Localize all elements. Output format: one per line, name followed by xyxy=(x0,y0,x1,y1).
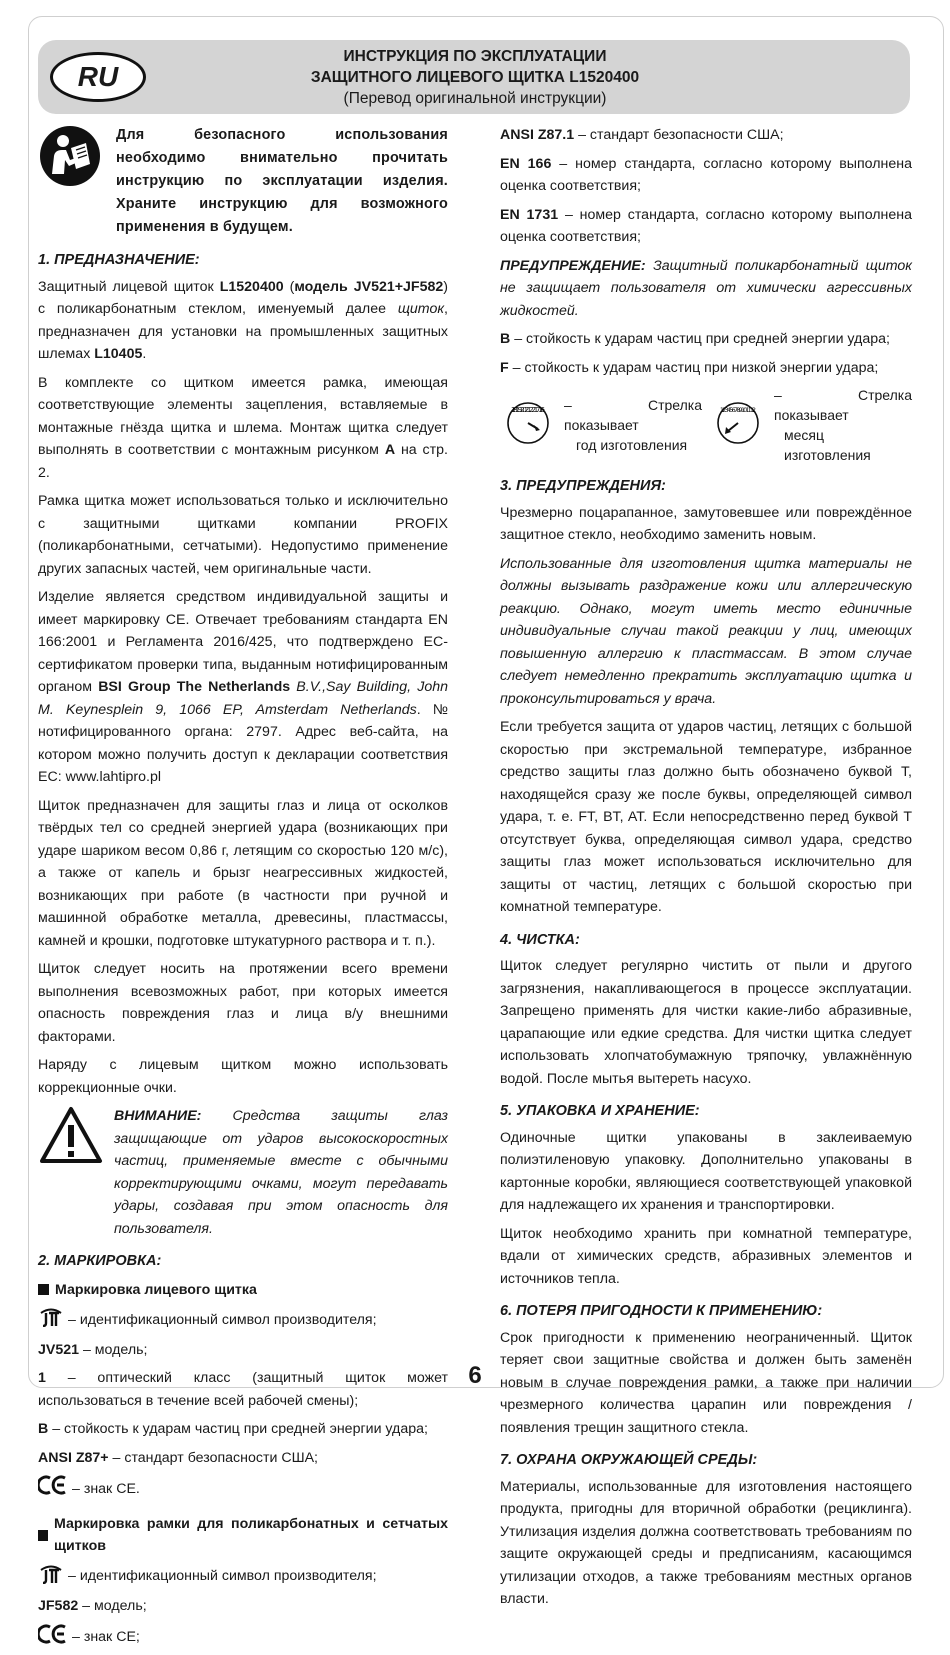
year-dial-numbers: 18 19 20 21 22 17 16 xyxy=(511,405,545,414)
sec6-paragraph-1: Срок пригодности к применению неограниченный. Щиток теряет свои защитные свойства и должен быть заменён новым в случае повреждения рамки, а также при наличии чрезмерного количества царапин или повреждения / появления трещин защитного стекла. xyxy=(500,1329,912,1436)
frame-mark-manufacturer: – идентификационный символ производителя; xyxy=(38,1562,448,1592)
mark-manufacturer: – идентификационный символ производителя; xyxy=(38,1305,448,1335)
section-1-heading: 1. ПРЕДНАЗНАЧЕНИЕ: xyxy=(38,252,200,268)
sec5-paragraph-2: Щиток необходимо хранить при комнатной температуре, вдали от химических средств, абразивных элементов и источников тепла. xyxy=(500,1225,912,1287)
manufacturer-logo-icon xyxy=(38,1305,64,1335)
sec1-paragraph-1: Защитный лицевой щиток L1520400 (модель JV521+JF582) с поликарбонатным стеклом, именуемый далее щиток, предназначен для установки на промышленных защитных шлемах L10405. xyxy=(38,278,448,362)
manufacturer-logo-icon xyxy=(38,1562,64,1592)
section-7-heading: 7. ОХРАНА ОКРУЖАЮЩЕЙ СРЕДЫ: xyxy=(500,1452,758,1468)
mark-f-impact: F – стойкость к ударам частиц при низкой энергии удара; xyxy=(500,359,879,376)
month-dial-numbers: 1 2 3 4 5 6 7 8 9 10 11 12 xyxy=(720,406,756,414)
sec5-paragraph-1: Одиночные щитки упакованы в заклеиваемую полиэтиленовую упаковку. Дополнительно упакованы в картонные коробки, являющиеся соответствующей упаковкой для надлежащего их хранения и транспортировки. xyxy=(500,1129,912,1213)
year-dial-icon xyxy=(500,401,556,450)
frame-mark-model: JF582 – модель; xyxy=(38,1598,147,1614)
read-manual-icon xyxy=(38,124,102,196)
section-2-heading: 2. МАРКИРОВКА: xyxy=(38,1253,162,1269)
intro-text: Для безопасного использования необходимо внимательно прочитать инструкцию по эксплуатации изделия. Храните инструкцию для возможного применения в будущем. xyxy=(116,127,448,235)
mark-optical-class: 1 – оптический класс (защитный щиток может использоваться в течение всей рабочей смены); xyxy=(38,1370,448,1409)
bullet-square-icon xyxy=(38,1530,48,1541)
sec3-paragraph-1: Чрезмерно поцарапанное, замутовевшее или повреждённое защитное стекло, необходимо заменить новым. xyxy=(500,504,912,543)
mark-impact: B – стойкость к ударам частиц при средней энергии удара; xyxy=(38,1421,428,1437)
ce-mark-icon xyxy=(38,1475,68,1503)
sec1-paragraph-3: Рамка щитка может использоваться только и исключительно с защитными щитками компании PROFIX (поликарбонатными, сетчатыми). Недопустимо применение других запасных частей, чем оригинальные части. xyxy=(38,493,448,577)
frame-mark-ce: – знак CE; xyxy=(38,1624,448,1652)
face-shield-marking-heading: Маркировка лицевого щитка xyxy=(38,1279,448,1302)
date-dials xyxy=(500,385,912,465)
sec1-paragraph-5: Щиток предназначен для защиты глаз и лица от осколков твёрдых тел со средней энергией удара (возникающих при ударе шариком весом 0,86 г, летящим со скоростью 120 м/с), а также от капель и брызг неагрессивных жидкостей, возникающих при работе (в частности при ручной и машинной обработке металла, древесины, пластмассы, камней и крошки, подготовке штукатурного раствора и т. п.). xyxy=(38,797,448,949)
intro-block xyxy=(38,124,448,239)
sec1-paragraph-7: Наряду с лицевым щитком можно использовать коррекционные очки. xyxy=(38,1057,448,1096)
title-line-1: ИНСТРУКЦИЯ ПО ЭКСПЛУАТАЦИИ xyxy=(343,48,607,65)
month-dial-caption: – Стрелка показывает месяц изготовления xyxy=(774,387,912,463)
mark-ce: – знак CE. xyxy=(38,1475,448,1503)
sec1-paragraph-6: Щиток следует носить на протяжении всего времени выполнения всевозможных работ, при которых имеется опасность повреждения глаз и лица в/у внешними факторами. xyxy=(38,961,448,1045)
left-column xyxy=(38,124,448,1655)
sec1-paragraph-2: В комплекте со щитком имеется рамка, имеющая соответствующие элементы зацепления, вставляемые в монтажные гнёзда щитка и шлема. Монтаж щитка следует выполнять в соответствии с монтажным рисунком A на стр. 2. xyxy=(38,374,448,481)
mark-en1731: EN 1731 – номер стандарта, согласно которому выполнена оценка соответствия; xyxy=(500,206,912,245)
warning-block xyxy=(38,1105,448,1240)
title-line-2: ЗАЩИТНОГО ЛИЦЕВОГО ЩИТКА L1520400 xyxy=(310,69,640,86)
sec3-paragraph-2: Использованные для изготовления щитка материалы не должны вызывать раздражение кожи или аллергическую реакцию. Однако, могут иметь место единичные индивидуальные случаи такой реакции у лиц, имеющих повышенную аллергию к пластмассам. В этом случае следует немедленно прекратить эксплуатацию щитка и проконсультироваться у врача. xyxy=(500,555,912,707)
sec3-paragraph-3: Если требуется защита от ударов частиц, летящих с большой скоростью при экстремальной температуре, избранное средство защиты глаз должно быть обозначено буквой T, находящейся сразу же после буквы, определяющей символ удара, т. е. FT, BT, AT. Если непосредственно перед буквой T отсутствует буква, определяющая символ удара, средство защиты глаз может использоваться исключительно для защиты от частиц, летящих с большой скоростью при комнатной температуре. xyxy=(500,719,912,915)
warning-text: ВНИМАНИЕ: Средства защиты глаз защищающие от ударов высокоскоростных частиц, применяемые вместе с обычными корректирующими очками, могут передавать удары, создавая при этом опасность для пользователя. xyxy=(114,1108,448,1237)
document-title xyxy=(250,46,700,109)
mark-b-impact: B – стойкость к ударам частиц при средней энергии удара; xyxy=(500,331,890,347)
sec4-paragraph-1: Щиток следует регулярно чистить от пыли и другого загрязнения, накапливающегося в процессе эксплуатации. Запрещено применять для чистки какие-либо абразивные, царапающие или едкие средства. Для чистки щитка следует использовать хлопчатобумажную тряпочку, увлажнённую водой. После мытья вытереть насухо. xyxy=(500,958,912,1087)
frame-marking-heading: Маркировка рамки для поликарбонатных и сетчатых щитков xyxy=(38,1513,448,1558)
right-column xyxy=(500,124,912,1617)
mark-ansi-z87-1: ANSI Z87.1 – стандарт безопасности США; xyxy=(500,127,784,143)
mark-model: JV521 – модель; xyxy=(38,1341,148,1358)
page-number: 6 xyxy=(468,1362,482,1389)
sec1-paragraph-4: Изделие является средством индивидуальной защиты и имеет маркировку CE. Отвечает требованиям стандарта EN 166:2001 и Регламента 2016/425, что подтверждено EC-сертификатом проверки типа, выданным нотифицированным органом BSI Group The Netherlands B.V.,Say Building, John M. Keynesplein 9, 1066 EP, Amsterdam Netherlands. № нотифицированного органа: 2797. Адрес веб-сайта, на котором можно получить доступ к декларации соответствия ЕС: www.lahtipro.pl xyxy=(38,589,448,785)
mark-en166: EN 166 – номер стандарта, согласно которому выполнена оценка соответствия; xyxy=(500,155,912,194)
warning-triangle-icon xyxy=(38,1105,104,1173)
ce-mark-icon xyxy=(38,1624,68,1652)
bullet-square-icon xyxy=(38,1284,49,1295)
month-dial-icon xyxy=(710,401,766,450)
section-6-heading: 6. ПОТЕРЯ ПРИГОДНОСТИ К ПРИМЕНЕНИЮ: xyxy=(500,1303,823,1319)
section-3-heading: 3. ПРЕДУПРЕЖДЕНИЯ: xyxy=(500,478,666,494)
mark-ansi: ANSI Z87+ – стандарт безопасности США; xyxy=(38,1449,318,1466)
sec7-paragraph-1: Материалы, использованные для изготовления настоящего продукта, пригодны для вторичной обработки (рециклинга). Утилизация изделия должна соответствовать требованиям по защите окружающей среды и предписаниям, касающимся утилизации отходов, а также требованиям местных органов власти. xyxy=(500,1478,912,1607)
chemical-warning: ПРЕДУПРЕЖДЕНИЕ: Защитный поликарбонатный щиток не защищает пользователя от химически агрессивных жидкостей. xyxy=(500,257,912,319)
year-dial-caption: – Стрелка показывает год изготовления xyxy=(564,397,702,453)
section-5-heading: 5. УПАКОВКА И ХРАНЕНИЕ: xyxy=(500,1103,700,1119)
title-subtitle: (Перевод оригинальной инструкции) xyxy=(343,90,607,107)
section-4-heading: 4. ЧИСТКА: xyxy=(500,931,580,948)
language-badge: RU xyxy=(50,52,146,102)
